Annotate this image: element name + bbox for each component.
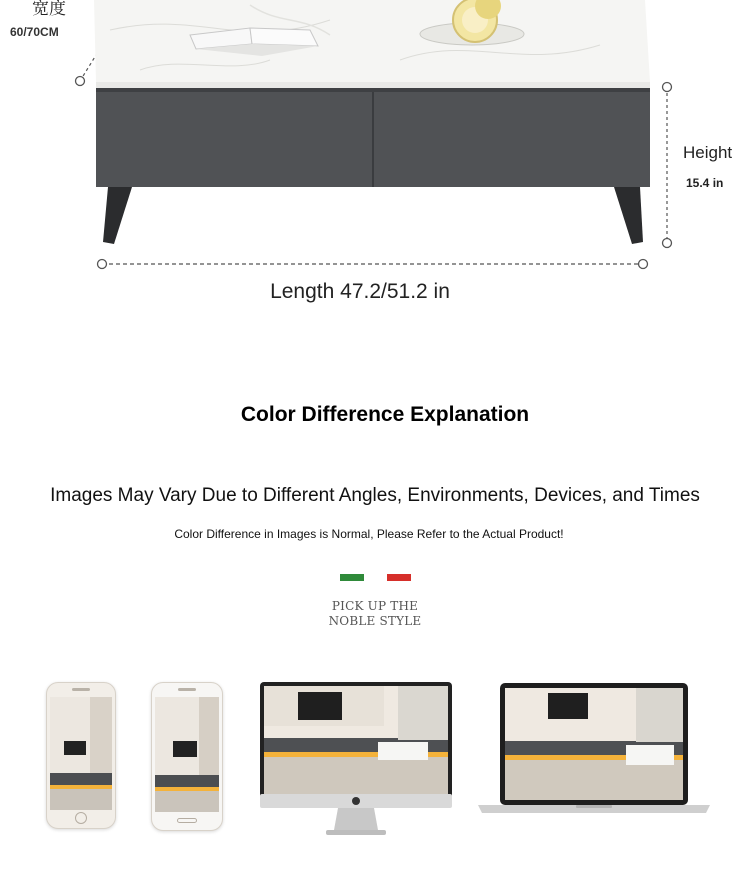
macbook-mockup	[476, 681, 712, 817]
height-value: 15.4 in	[686, 176, 724, 190]
speaker-slot	[72, 688, 90, 691]
images-may-vary-line: Images May Vary Due to Different Angles, Environments, Devices, and Times	[50, 485, 700, 506]
color-difference-title: Color Difference Explanation	[240, 403, 530, 426]
phone-screen-image	[155, 697, 219, 812]
width-value: 60/70CM	[10, 25, 59, 39]
home-button	[177, 818, 197, 823]
length-value: Length 47.2/51.2 in	[270, 280, 450, 303]
phone-screen-image	[50, 697, 112, 810]
width-title: 宽度	[32, 0, 66, 19]
home-button	[75, 812, 87, 824]
imac-mockup	[258, 680, 454, 838]
height-title: Height	[683, 143, 733, 162]
speaker-slot	[178, 688, 196, 691]
green-flag-bar	[340, 574, 364, 581]
android-phone-mockup	[151, 682, 223, 831]
coffee-table-diagram	[0, 0, 750, 310]
iphone-mockup	[46, 682, 116, 829]
brand-slogan-line-2: NOBLE STYLE	[328, 614, 422, 628]
color-difference-note: Color Difference in Images is Normal, Please Refer to the Actual Product!	[174, 527, 564, 541]
brand-slogan	[300, 599, 450, 629]
brand-slogan-line-1: PICK UP THE	[331, 599, 419, 613]
red-flag-bar	[387, 574, 411, 581]
